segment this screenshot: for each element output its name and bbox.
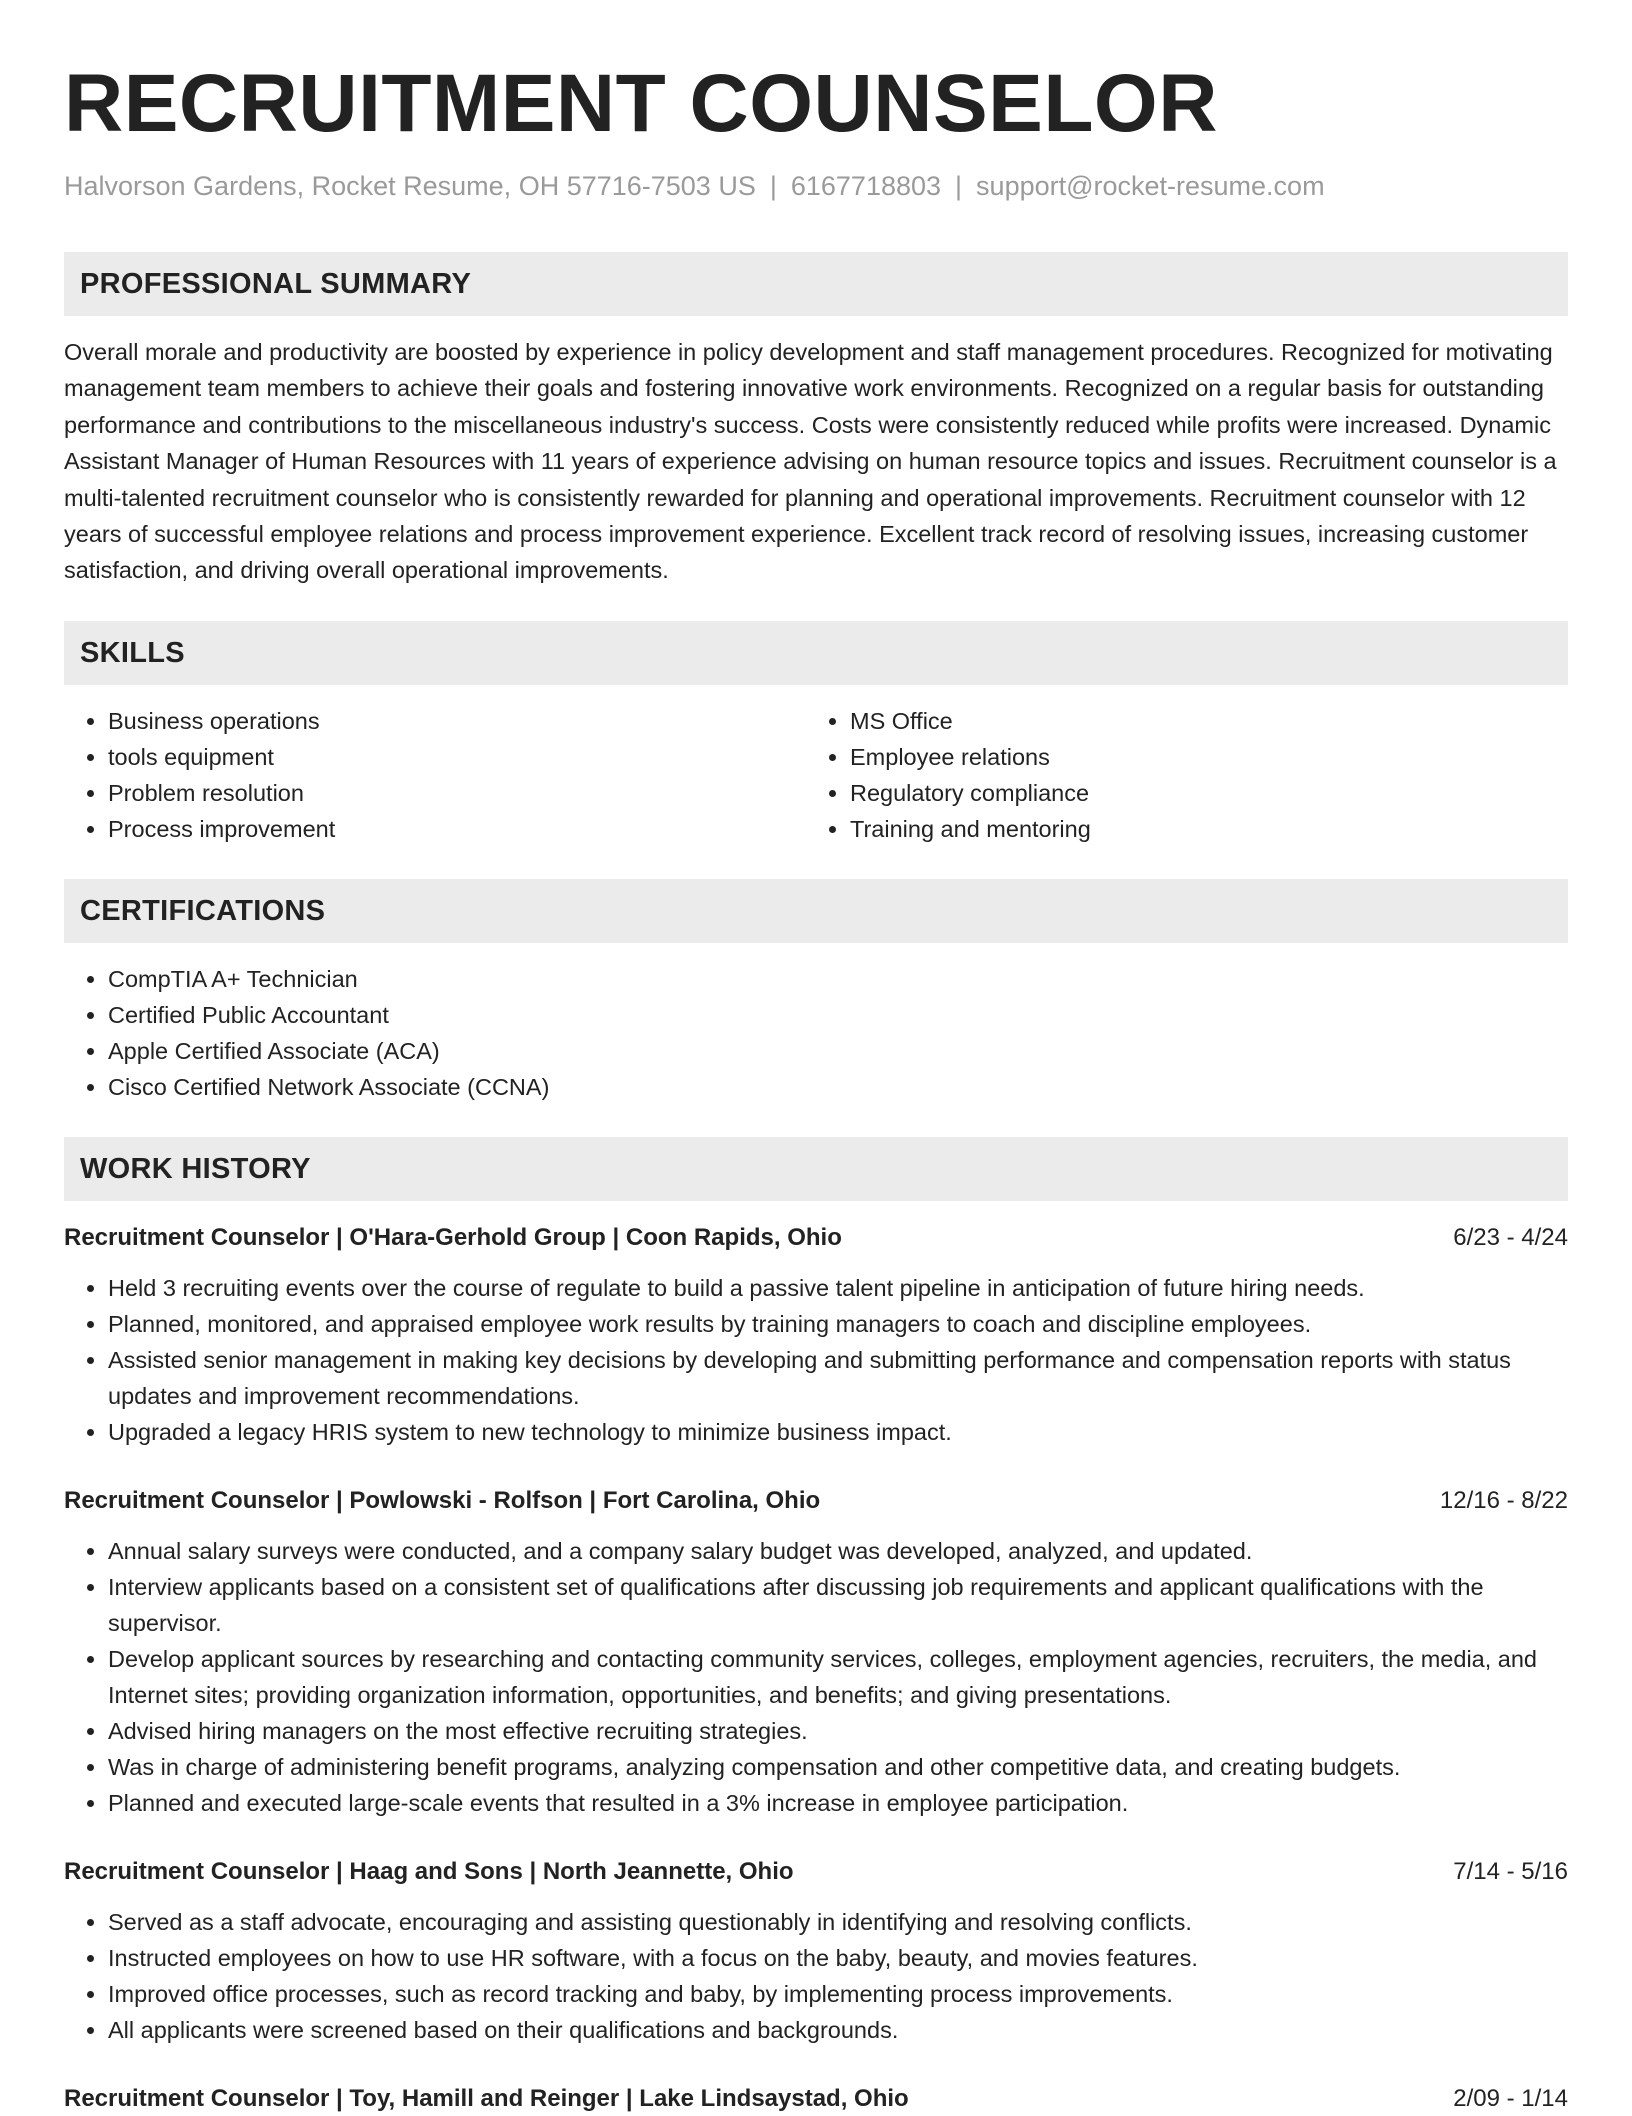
contact-separator: |	[955, 171, 963, 201]
job-entry	[64, 2082, 1568, 2116]
job-bullet: • Was in charge of administering benefit programs, analyzing compensation and other competitive data, and creating budgets.	[108, 1749, 1568, 1785]
certifications-heading: CERTIFICATIONS	[64, 879, 1568, 943]
certification-item: • Cisco Certified Network Associate (CCNA)	[108, 1069, 1568, 1105]
job-header	[64, 2082, 1568, 2116]
job-dates: 7/14 - 5/16	[1453, 1857, 1568, 1885]
job-bullets	[64, 1270, 1568, 1450]
skill-item: • Regulatory compliance	[850, 775, 1548, 811]
skill-item: • tools equipment	[108, 739, 806, 775]
job-bullet: • Assisted senior management in making key decisions by developing and submitting performance and compensation reports with status updates and improvement recommendations.	[108, 1342, 1568, 1414]
job-bullet: • Served as a staff advocate, encouraging and assisting questionably in identifying and resolving conflicts.	[108, 1904, 1568, 1940]
skill-item: • Business operations	[108, 703, 806, 739]
skill-item: • Training and mentoring	[850, 811, 1548, 847]
job-bullet: • Upgraded a legacy HRIS system to new technology to minimize business impact.	[108, 1414, 1568, 1450]
skills-column-right	[806, 703, 1548, 847]
skills-heading: SKILLS	[64, 621, 1568, 685]
skill-item: • Employee relations	[850, 739, 1548, 775]
job-bullets	[64, 1533, 1568, 1821]
job-bullet: • Instructed employees on how to use HR software, with a focus on the baby, beauty, and movies features.	[108, 1940, 1568, 1976]
summary-heading: PROFESSIONAL SUMMARY	[64, 252, 1568, 316]
contact-address: Halvorson Gardens, Rocket Resume, OH 57716-7503 US	[64, 171, 756, 201]
job-bullet: • Planned and executed large-scale events that resulted in a 3% increase in employee participation.	[108, 1785, 1568, 1821]
skill-item: • MS Office	[850, 703, 1548, 739]
job-title: Recruitment Counselor | Toy, Hamill and Reinger | Lake Lindsaystad, Ohio	[64, 2084, 909, 2112]
job-dates: 2/09 - 1/14	[1453, 2084, 1568, 2112]
skill-item: • Process improvement	[108, 811, 806, 847]
work-history-heading: WORK HISTORY	[64, 1137, 1568, 1201]
job-bullet: • Held 3 recruiting events over the course of regulate to build a passive talent pipeline in anticipation of future hiring needs.	[108, 1270, 1568, 1306]
contact-phone: 6167718803	[790, 171, 942, 201]
job-bullet: • Advised hiring managers on the most effective recruiting strategies.	[108, 1713, 1568, 1749]
summary-text: Overall morale and productivity are boosted by experience in policy development and staff management procedures. Recognized for motivating management team members to achieve their goals and fostering innovative work environments. Recognized on a regular basis for outstanding performance and contributions to the miscellaneous industry's success. Costs were consistently reduced while profits were increased. Dynamic Assistant Manager of Human Resources with 11 years of experience advising on human resource topics and issues. Recruitment counselor is a multi-talented recruitment counselor who is consistently rewarded for planning and operational improvements. Recruitment counselor with 12 years of successful employee relations and process improvement experience. Excellent track record of resolving issues, increasing customer satisfaction, and driving overall operational improvements.	[64, 339, 1557, 584]
contact-separator: |	[769, 171, 777, 201]
job-bullet: • Develop applicant sources by researching and contacting community services, colleges, employment agencies, recruiters, the media, and Internet sites; providing organization information, opportunities, and benefits; and giving presentations.	[108, 1641, 1568, 1713]
job-header	[64, 1484, 1568, 1518]
job-bullet: • Planned, monitored, and appraised employee work results by training managers to coach and discipline employees.	[108, 1306, 1568, 1342]
job-entry	[64, 1855, 1568, 2048]
job-entry	[64, 1221, 1568, 1450]
certification-item: • Apple Certified Associate (ACA)	[108, 1033, 1568, 1069]
job-bullet: • All applicants were screened based on their qualifications and backgrounds.	[108, 2012, 1568, 2048]
resume-page	[64, 0, 1568, 2116]
job-title: Recruitment Counselor | Haag and Sons | North Jeannette, Ohio	[64, 1857, 794, 1885]
certification-item: • CompTIA A+ Technician	[108, 961, 1568, 997]
job-title: Recruitment Counselor | Powlowski - Rolfson | Fort Carolina, Ohio	[64, 1486, 821, 1514]
job-bullet: • Interview applicants based on a consistent set of qualifications after discussing job requirements and applicant qualifications with the supervisor.	[108, 1569, 1568, 1641]
skill-item: • Problem resolution	[108, 775, 806, 811]
contact-line	[64, 170, 1568, 202]
job-title: Recruitment Counselor | O'Hara-Gerhold Group | Coon Rapids, Ohio	[64, 1223, 842, 1251]
job-dates: 12/16 - 8/22	[1439, 1486, 1568, 1514]
contact-email: support@rocket-resume.com	[976, 171, 1325, 201]
certifications-list	[64, 961, 1568, 1105]
certification-item: • Certified Public Accountant	[108, 997, 1568, 1033]
job-entry	[64, 1484, 1568, 1821]
job-bullet: • Annual salary surveys were conducted, and a company salary budget was developed, analyzed, and updated.	[108, 1533, 1568, 1569]
skills-column-left	[64, 703, 806, 847]
job-header	[64, 1855, 1568, 1889]
candidate-name: RECRUITMENT COUNSELOR	[64, 58, 1218, 149]
job-dates: 6/23 - 4/24	[1453, 1223, 1568, 1251]
job-header	[64, 1221, 1568, 1255]
job-bullet: • Improved office processes, such as record tracking and baby, by implementing process improvements.	[108, 1976, 1568, 2012]
job-bullets	[64, 1904, 1568, 2048]
skills-grid	[64, 703, 1568, 847]
